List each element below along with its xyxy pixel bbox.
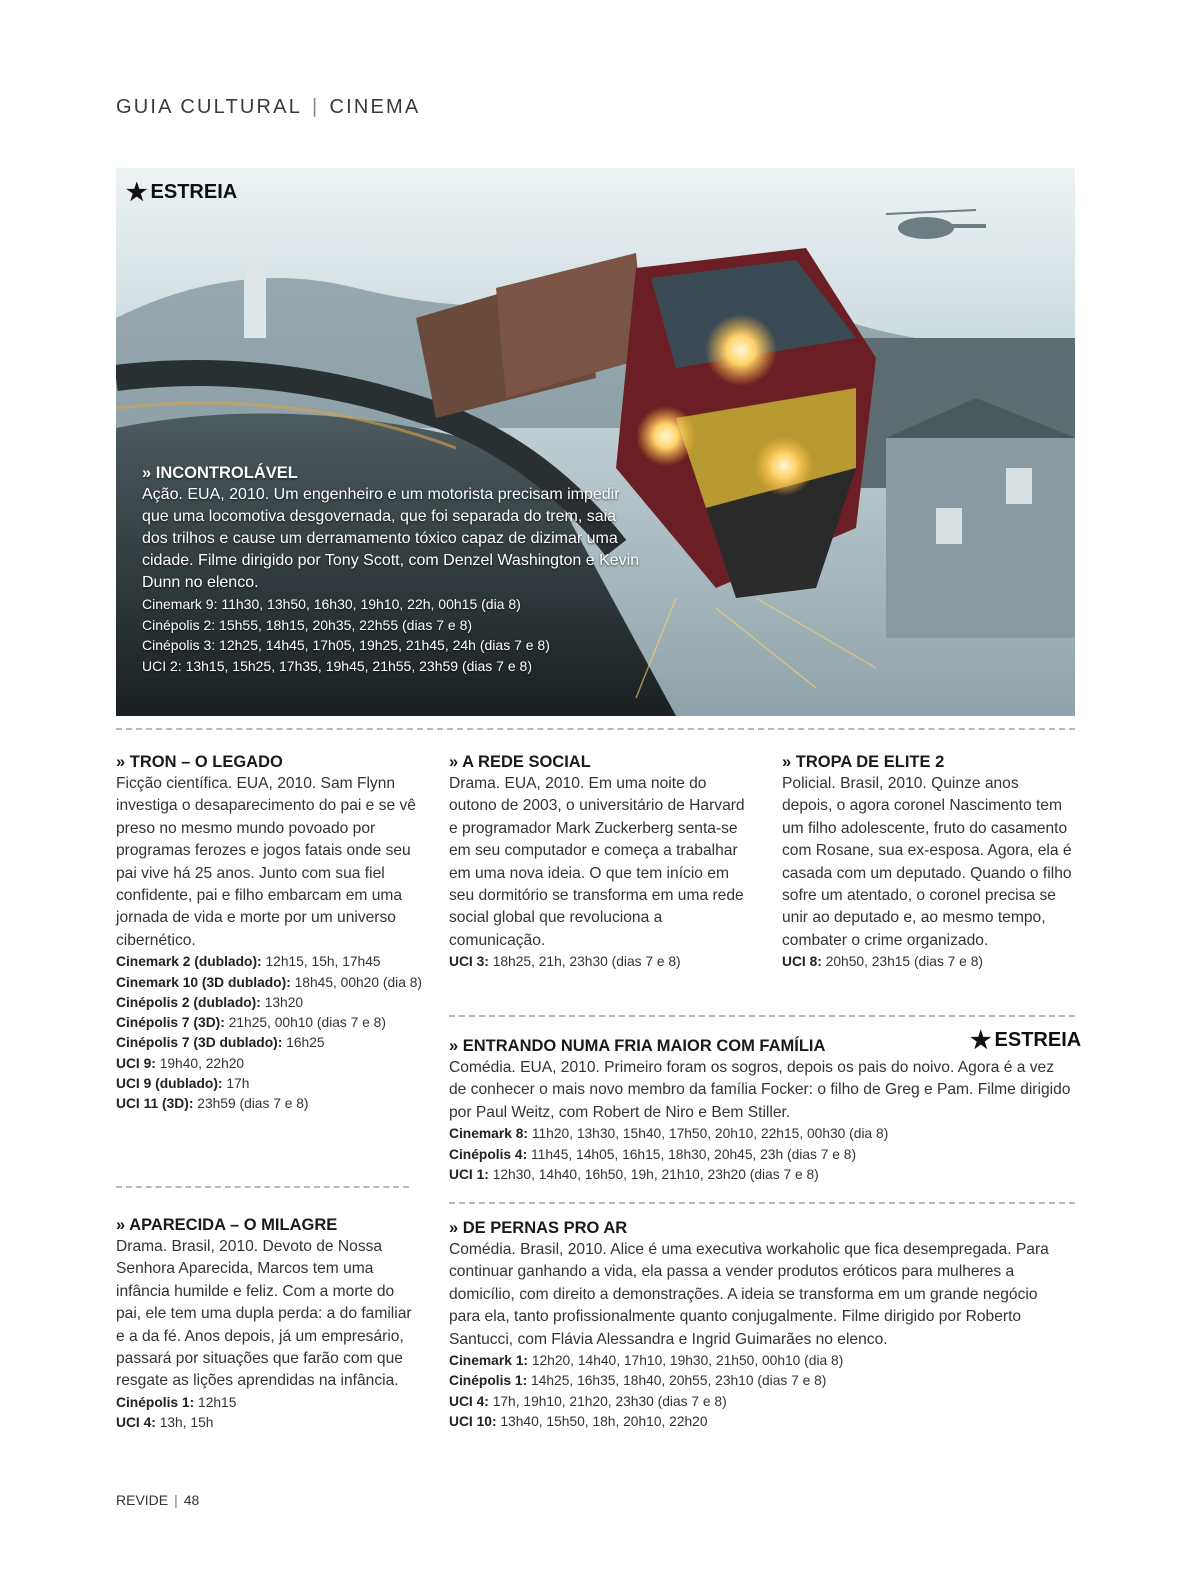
showtimes: 16h25 [282, 1035, 325, 1051]
schedule-row [449, 1145, 1074, 1165]
schedule-row [116, 1054, 426, 1074]
movie-title: » INCONTROLÁVEL [142, 464, 298, 482]
schedule-row [449, 952, 749, 972]
movie-description: Comédia. EUA, 2010. Primeiro foram os sogros, depois os pais do noivo. Agora é a vez de conhecer o mais novo membro da família Focker: o filho de Greg e Pam. Filme dirigido por Paul Weitz, com Robert de Niro e Bem Stiller. [449, 1059, 1071, 1121]
divider [116, 1186, 409, 1188]
movie-schedule [449, 1351, 1071, 1432]
showtimes: 21h25, 00h10 (dias 7 e 8) [224, 1015, 386, 1031]
showtimes: 12h15, 15h, 17h45 [261, 954, 381, 970]
page-number: 48 [183, 1492, 200, 1508]
movie-rede-social [449, 751, 749, 973]
showtimes: 12h30, 14h40, 16h50, 19h, 21h10, 23h20 (dias 7 e 8) [488, 1166, 819, 1182]
schedule-row [142, 615, 642, 636]
schedule-row [116, 1393, 421, 1413]
showtimes: 23h59 (dias 7 e 8) [193, 1096, 309, 1112]
schedule-row [116, 973, 426, 993]
section-header [116, 96, 420, 119]
showtimes: 15h55, 18h15, 20h35, 22h55 (dias 7 e 8) [215, 616, 473, 633]
schedule-row [116, 952, 426, 972]
movie-schedule [449, 952, 749, 972]
cinema-name: UCI 9: [116, 1055, 156, 1071]
schedule-row [116, 1074, 426, 1094]
schedule-row [449, 1412, 1071, 1432]
footer-separator: | [174, 1492, 178, 1508]
movie-title: » TROPA DE ELITE 2 [782, 753, 945, 771]
cinema-name: Cinemark 2 (dublado): [116, 954, 262, 970]
movie-description: Policial. Brasil, 2010. Quinze anos depois, o agora coronel Nascimento tem um filho adolescente, fruto do casamento com Rosane, sua ex-esposa. Agora, ela é casada com um deputado. Quando o filho sofre um atentado, o coronel precisa se unir ao deputado e, ao mesmo tempo, combater o crime organizado. [782, 775, 1072, 949]
schedule-row [116, 993, 426, 1013]
header-separator: | [312, 96, 320, 118]
movie-de-pernas-pro-ar [449, 1217, 1071, 1432]
movie-entrando-numa-fria [449, 1035, 1074, 1185]
movie-aparecida [116, 1214, 421, 1433]
showtimes: 12h20, 14h40, 17h10, 19h30, 21h50, 00h10 (dia 8) [527, 1353, 844, 1369]
showtimes: 12h25, 14h45, 17h05, 19h25, 21h45, 24h (dias 7 e 8) [215, 637, 550, 653]
schedule-row [449, 1124, 1074, 1144]
cinema-name: UCI 11 (3D): [116, 1096, 194, 1112]
cinema-name: Cinemark 1: [449, 1353, 528, 1369]
schedule-row [116, 1413, 421, 1433]
movie-title: » DE PERNAS PRO AR [449, 1219, 628, 1237]
cinema-name: Cinépolis 3: [142, 637, 216, 653]
showtimes: 20h50, 23h15 (dias 7 e 8) [821, 954, 983, 970]
cinema-name: UCI 4: [449, 1393, 489, 1409]
showtimes: 17h [222, 1076, 250, 1092]
showtimes: 11h30, 13h50, 16h30, 19h10, 22h, 00h15 (dia 8) [217, 596, 521, 612]
movie-description: Ação. EUA, 2010. Um engenheiro e um motorista precisam impedir que uma locomotiva desgovernada, que foi separada do trem, saia dos trilhos e cause um derramamento tóxico capaz de dizimar uma cidade. Filme dirigido por Tony Scott, com Denzel Washington e Kevin Dunn no elenco. [142, 486, 640, 591]
showtimes: 11h45, 14h05, 16h15, 18h30, 20h45, 23h (dias 7 e 8) [527, 1146, 857, 1162]
premiere-badge-label: ESTREIA [994, 1029, 1082, 1051]
movie-title: » ENTRANDO NUMA FRIA MAIOR COM FAMÍLIA [449, 1037, 826, 1055]
schedule-row [116, 1013, 426, 1033]
movie-description: Drama. EUA, 2010. Em uma noite do outono de 2003, o universitário de Harvard e programador Mark Zuckerberg senta-se em seu computador e começa a trabalhar em uma nova ideia. O que tem início em seu dormitório se transforma em uma rede social global que revoluciona a comunicação. [449, 775, 745, 949]
movie-schedule [116, 952, 426, 1114]
schedule-row [449, 1351, 1071, 1371]
schedule-row [449, 1371, 1071, 1391]
movie-schedule [142, 594, 642, 676]
showtimes: 13h, 15h [155, 1415, 214, 1431]
divider [116, 728, 1075, 730]
showtimes: 18h25, 21h, 23h30 (dias 7 e 8) [488, 954, 681, 970]
cinema-name: Cinemark 8: [449, 1126, 528, 1142]
premiere-badge-label: ESTREIA [150, 181, 238, 203]
cinema-name: Cinépolis 7 (3D dublado): [116, 1035, 283, 1051]
showtimes: 11h20, 13h30, 15h40, 17h50, 20h10, 22h15, 00h30 (dia 8) [527, 1126, 889, 1142]
section-title: GUIA CULTURAL [116, 96, 303, 118]
showtimes: 12h15 [194, 1394, 237, 1410]
cinema-name: Cinépolis 1: [116, 1394, 195, 1410]
featured-movie-image [116, 168, 1075, 716]
cinema-name: Cinépolis 7 (3D): [116, 1015, 225, 1031]
movie-title: » A REDE SOCIAL [449, 753, 591, 771]
premiere-badge [126, 178, 237, 207]
showtimes: 13h40, 15h50, 18h, 20h10, 22h20 [496, 1413, 708, 1429]
cinema-name: Cinépolis 1: [449, 1373, 528, 1389]
showtimes: 13h20 [260, 994, 304, 1010]
page-footer [116, 1492, 199, 1508]
cinema-name: UCI 3: [449, 954, 489, 970]
showtimes: 19h40, 22h20 [155, 1055, 245, 1071]
cinema-name: Cinemark 10 (3D dublado): [116, 974, 291, 990]
cinema-name: Cinépolis 2 (dublado): [116, 994, 261, 1010]
movie-description: Comédia. Brasil, 2010. Alice é uma executiva workaholic que fica desempregada. Para continuar ganhando a vida, ela passa a vender produtos eróticos para mulheres a domicílio, com direito a demonstrações. A ideia se transforma em um grande negócio para ela, tanto profissionalmente quanto conjugalmente. Filme dirigido por Roberto Santucci, com Flávia Alessandra e Ingrid Guimarães no elenco. [449, 1241, 1049, 1348]
star-icon: ★ [970, 1027, 992, 1054]
schedule-row [116, 1094, 426, 1114]
schedule-row [782, 952, 1072, 972]
movie-tron [116, 751, 426, 1115]
showtimes: 18h45, 00h20 (dia 8) [290, 974, 422, 990]
movie-description: Ficção científica. EUA, 2010. Sam Flynn investiga o desaparecimento do pai e se vê preso no mesmo mundo povoado por programas ferozes e jogos fatais onde seu pai vive há 25 anos. Junto com sua fiel confidente, pai e filho embarcam em uma jornada de vida e morte por um universo cibernético. [116, 775, 416, 949]
cinema-name: UCI 1: [449, 1166, 489, 1182]
cinema-name: Cinépolis 4: [449, 1146, 528, 1162]
showtimes: 14h25, 16h35, 18h40, 20h55, 23h10 (dias 7 e 8) [527, 1373, 827, 1389]
showtimes: 13h15, 15h25, 17h35, 19h45, 21h55, 23h59 (dias 7 e 8) [181, 657, 532, 674]
star-icon: ★ [126, 179, 148, 206]
movie-title: » APARECIDA – O MILAGRE [116, 1216, 338, 1234]
movie-schedule [782, 952, 1072, 972]
movie-title: » TRON – O LEGADO [116, 753, 283, 771]
featured-movie [142, 464, 642, 676]
movie-schedule [449, 1124, 1074, 1185]
divider [449, 1202, 1075, 1204]
schedule-row [449, 1392, 1071, 1412]
showtimes: 17h, 19h10, 21h20, 23h30 (dias 7 e 8) [488, 1393, 727, 1409]
schedule-row [142, 594, 642, 615]
cinema-name: Cinépolis 2: [142, 616, 216, 633]
schedule-row [449, 1165, 1074, 1185]
movie-schedule [116, 1393, 421, 1434]
movie-tropa-de-elite [782, 751, 1072, 973]
schedule-row [142, 656, 642, 677]
movie-description: Drama. Brasil, 2010. Devoto de Nossa Senhora Aparecida, Marcos tem uma infância humilde e feliz. Com a morte do pai, ele tem uma dupla perda: a do familiar e a da fé. Anos depois, já um empresário, passará por situações que farão com que resgate as lições aprendidas na infância. [116, 1238, 412, 1390]
schedule-row [116, 1033, 426, 1053]
divider [449, 1015, 1075, 1017]
cinema-name: UCI 2: [142, 657, 182, 674]
subsection-title: CINEMA [329, 96, 421, 118]
magazine-name: REVIDE [116, 1492, 169, 1508]
cinema-name: UCI 10: [449, 1413, 497, 1429]
schedule-row [142, 635, 642, 656]
cinema-name: UCI 8: [782, 954, 822, 970]
cinema-name: UCI 9 (dublado): [116, 1076, 223, 1092]
cinema-name: Cinemark 9: [142, 596, 218, 612]
cinema-name: UCI 4: [116, 1415, 156, 1431]
